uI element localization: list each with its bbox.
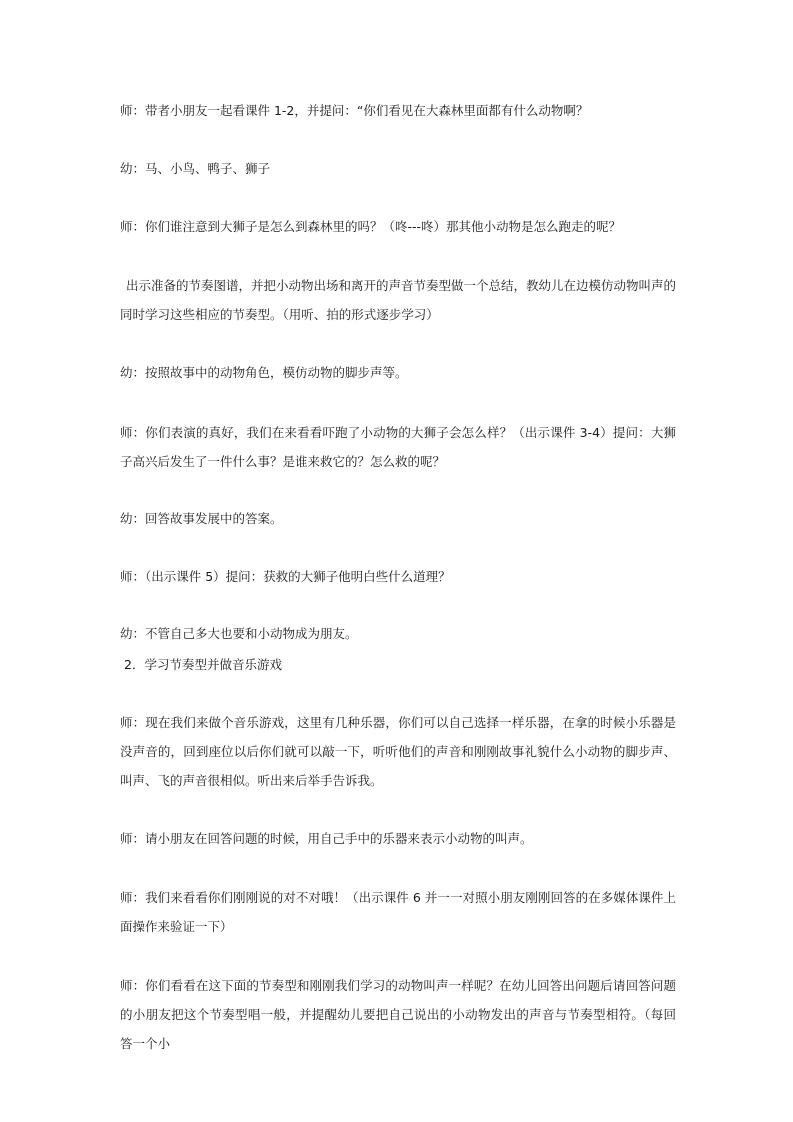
paragraph-teacher-courseware-5: 师：（出示课件 5）提问：获救的大狮子他明白些什么道理？ [120, 569, 451, 584]
paragraph-teacher-instruments: 师：请小朋友在回答问题的时候，用自己手中的乐器来表示小动物的叫声。 [120, 831, 533, 846]
paragraph-teacher-courseware-1-2: 师：带者小朋友一起看课件 1-2，并提问：“你们看见在大森林里面都有什么动物啊？ [120, 103, 589, 118]
paragraph-teacher-courseware-3-4: 师：你们表演的真好，我们在来看看吓跑了小动物的大狮子会怎么样？（出示课件 3-4）提问：大狮子高兴后发生了一件什么事？是谁来救它的？怎么救的呢？ [120, 425, 676, 469]
paragraph-teacher-lion-question: 师：你们谁注意到大狮子是怎么到森林里的吗？（咚---咚）那其他小动物是怎么跑走的呢？ [120, 219, 622, 234]
paragraph-teacher-courseware-6: 师：我们来看看你们刚刚说的对不对哦！（出示课件 6 并一一对照小朋友刚刚回答的在多媒体课件上面操作来验证一下） [120, 890, 676, 934]
paragraph-child-imitate: 幼：按照故事中的动物角色，模仿动物的脚步声等。 [120, 365, 408, 380]
paragraph-child-animals: 幼：马、小鸟、鸭子、狮子 [120, 161, 271, 176]
paragraph-child-answer-story: 幼：回答故事发展中的答案。 [120, 511, 283, 526]
paragraph-rhythm-chart: 出示准备的节奏图谱，并把小动物出场和离开的声音节奏型做一个总结，教幼儿在边模仿动物叫声的同时学习这些相应的节奏型。（用听、拍的形式逐步学习） [120, 278, 677, 322]
paragraph-teacher-rhythm-compare: 师：你们看看在这下面的节奏型和刚刚我们学习的动物叫声一样呢？在幼儿回答出问题后请回答问题的小朋友把这个节奏型唱一般，并提醒幼儿要把自己说出的小动物发出的声音与节奏型相符。（每回答一个小 [120, 978, 676, 1051]
paragraph-teacher-music-game: 师：现在我们来做个音乐游戏，这里有几种乐器，你们可以自己选择一样乐器，在拿的时候小乐器是没声音的，回到座位以后你们就可以敲一下，听听他们的声音和刚刚故事礼貌什么小动物的脚步声、叫声、飞的声音很相似。听出来后举手告诉我。 [120, 715, 676, 788]
paragraph-child-friends: 幼：不管自己多大也要和小动物成为朋友。 [120, 626, 358, 641]
section-heading-rhythm-game: 2．学习节奏型并做音乐游戏 [124, 657, 282, 672]
